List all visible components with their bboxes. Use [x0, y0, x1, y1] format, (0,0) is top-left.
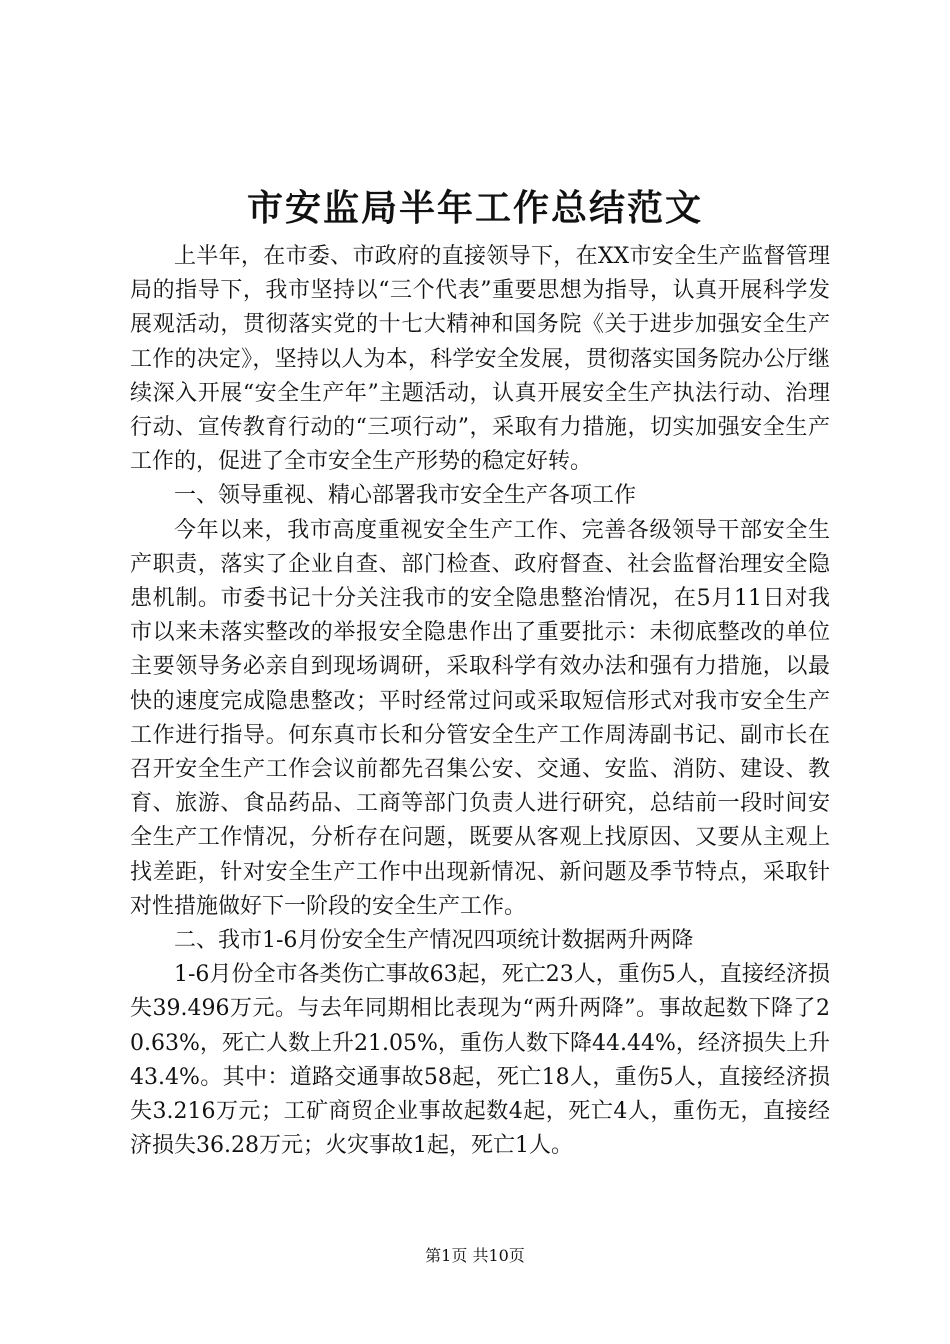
section-1-paragraph: 今年以来，我市高度重视安全生产工作、完善各级领导干部安全生产职责，落实了企业自查、部门检查、政府督查、社会监督治理安全隐患机制。市委书记十分关注我市的安全隐患整治情况，在5月11日对我市以来未落实整改的举报安全隐患作出了重要批示：未彻底整改的单位主要领导务必亲自到现场调研，采取科学有效办法和强有力措施，以最快的速度完成隐患整改；平时经常过问或采取短信形式对我市安全生产工作进行指导。何东真市长和分管安全生产工作周涛副书记、副市长在召开安全生产工作会议前都先召集公安、交通、安监、消防、建设、教育、旅游、食品药品、工商等部门负责人进行研究，总结前一段时间安全生产工作情况，分析存在问题，既要从客观上找原因、又要从主观上找差距，针对安全生产工作中出现新情况、新问题及季节特点，采取针对性措施做好下一阶段的安全生产工作。 [130, 517, 830, 919]
section-heading-1: 一、领导重视、精心部署我市安全生产各项工作 [174, 483, 637, 509]
section-heading-2: 二、我市1-6月份安全生产情况四项统计数据两升两降 [174, 928, 694, 954]
document-title: 市安监局半年工作总结范文 [246, 187, 703, 229]
intro-paragraph: 上半年，在市委、市政府的直接领导下，在XX市安全生产监督管理局的指导下，我市坚持以“三个代表”重要思想为指导，认真开展科学发展观活动，贯彻落实党的十七大精神和国务院《关于进步加强安全生产工作的决定》，坚持以人为本，科学安全发展，贯彻落实国务院办公厅继续深入开展“安全生产年”主题活动，认真开展安全生产执法行动、治理行动、宣传教育行动的“三项行动”，采取有力措施，切实加强安全生产工作的，促进了全市安全生产形势的稳定好转。 [130, 244, 830, 475]
section-2-paragraph: 1-6月份全市各类伤亡事故63起，死亡23人，重伤5人，直接经济损失39.496万元。与去年同期相比表现为“两升两降”。事故起数下降了20.63%，死亡人数上升21.05%，重伤人数下降44.44%，经济损失上升43.4%。其中：道路交通事故58起，死亡18人，重伤5人，直接经济损失3.216万元；工矿商贸企业事故起数4起，死亡4人，重伤无，直接经济损失36.28万元；火灾事故1起，死亡1人。 [130, 962, 830, 1159]
document-body [130, 240, 830, 1163]
page-footer: 第1页 共10页 [425, 1246, 525, 1265]
